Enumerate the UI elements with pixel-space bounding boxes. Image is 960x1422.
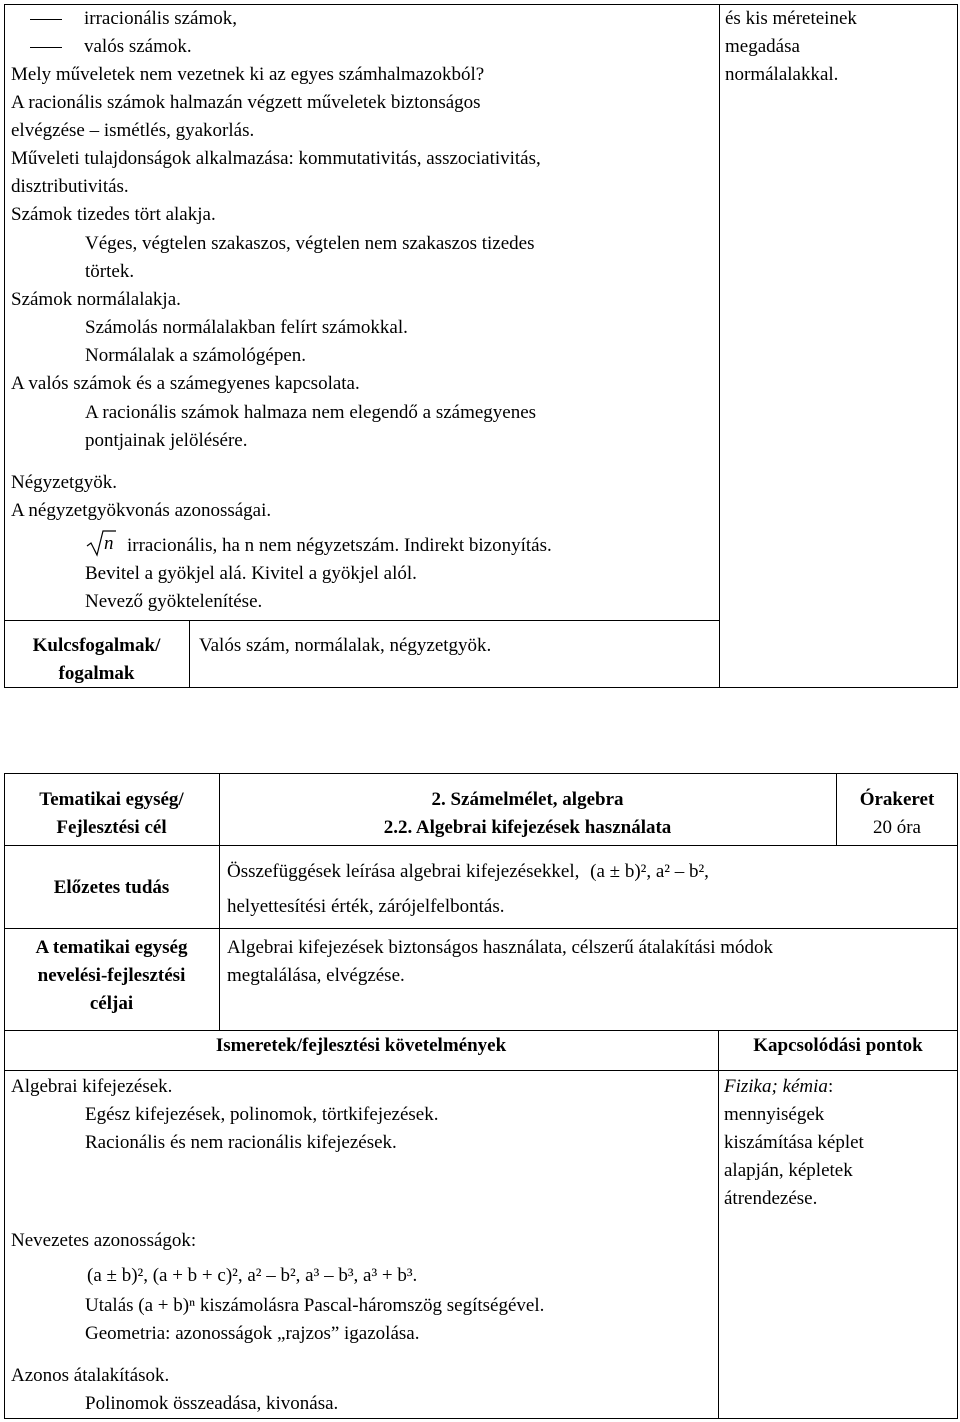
req-line: Racionális és nem racionális kifejezések.	[85, 1132, 397, 1153]
links-line: kiszámítása képlet	[724, 1132, 864, 1153]
requirements-header: Ismeretek/fejlesztési követelmények	[215, 1035, 507, 1056]
goals-text: megtalálása, elvégzése.	[227, 965, 405, 986]
text-line: Műveleti tulajdonságok alkalmazása: kommutativitás, asszociativitás,	[11, 148, 541, 169]
right-col-line: és kis méreteinek	[725, 8, 857, 29]
req-line: Nevezetes azonosságok:	[11, 1230, 197, 1251]
row-divider	[4, 1030, 958, 1031]
identity-formulas: (a ± b)², (a + b + c)², a² – b², a³ – b³, a³ + b³.	[87, 1265, 418, 1286]
hours-label: Órakeret	[859, 789, 935, 810]
goals-label: A tematikai egység nevelési-fejlesztési céljai	[35, 937, 188, 1014]
text-line: Számolás normálalakban felírt számokkal.	[85, 317, 408, 338]
req-line: Egész kifejezések, polinomok, törtkifejezések.	[85, 1104, 439, 1125]
list-item: irracionális számok,	[30, 5, 237, 33]
text-line: A racionális számok halmaza nem elegendő a számegyenes	[85, 402, 537, 423]
links-header: Kapcsolódási pontok	[753, 1035, 923, 1056]
column-divider	[718, 1030, 719, 1419]
links-line: alapján, képletek	[724, 1160, 853, 1181]
links-line: átrendezése.	[724, 1188, 818, 1209]
sqrt-variable: n	[104, 533, 114, 554]
text-line: A négyzetgyökvonás azonosságai.	[11, 500, 272, 521]
row-divider	[4, 928, 958, 929]
text-line: elvégzése – ismétlés, gyakorlás.	[11, 120, 255, 141]
prior-knowledge-text: Összefüggések leírása algebrai kifejezésekkel, (a ± b)², a² – b²,	[227, 861, 709, 882]
list-item: valós számok.	[30, 33, 192, 61]
key-concepts-value: Valós szám, normálalak, négyzetgyök.	[199, 635, 492, 656]
req-line: Polinomok összeadása, kivonása.	[85, 1393, 339, 1414]
req-line: Algebrai kifejezések.	[11, 1076, 173, 1097]
text-line: törtek.	[85, 261, 135, 282]
unit-label: Tematikai egység/ Fejlesztési cél	[39, 789, 184, 838]
text-line: Mely műveletek nem vezetnek ki az egyes számhalmazokból?	[11, 64, 485, 85]
hours-cell	[836, 786, 958, 842]
text-line: Négyzetgyök.	[11, 472, 118, 493]
text-line: A racionális számok halmazán végzett műveletek biztonságos	[11, 92, 481, 113]
text-line: disztributivitás.	[11, 176, 129, 197]
prior-knowledge-label: Előzetes tudás	[53, 877, 170, 898]
right-col-line: normálalakkal.	[725, 64, 839, 85]
text-line: Számok normálalakja.	[11, 289, 181, 310]
text-line: Bevitel a gyökjel alá. Kivitel a gyökjel alól.	[85, 563, 417, 584]
right-col-line: megadása	[725, 36, 800, 57]
key-divider	[189, 620, 190, 688]
req-line: Utalás (a + b)ⁿ kiszámolásra Pascal-háromszög segítségével.	[85, 1295, 545, 1316]
row-divider	[4, 1070, 958, 1071]
req-line: Azonos átalakítások.	[11, 1365, 170, 1386]
unit-title: 2. Számelmélet, algebra 2.2. Algebrai kifejezések használata	[383, 789, 672, 838]
req-line: Geometria: azonosságok „rajzos” igazolása.	[85, 1323, 420, 1344]
text-line: Normálalak a számológépen.	[85, 345, 307, 366]
goals-text: Algebrai kifejezések biztonságos használata, célszerű átalakítási módok	[227, 937, 774, 958]
row-divider	[4, 620, 719, 621]
prior-knowledge-text: helyettesítési érték, zárójelfelbontás.	[227, 896, 505, 917]
text-line: pontjainak jelölésére.	[85, 430, 248, 451]
row-divider	[4, 845, 958, 846]
hours-value: 20 óra	[872, 817, 921, 838]
text-line: A valós számok és a számegyenes kapcsolata.	[11, 373, 360, 394]
key-concepts-label: Kulcsfogalmak/ fogalmak	[32, 635, 161, 684]
text-line: Számok tizedes tört alakja.	[11, 204, 216, 225]
text-line: irracionális, ha n nem négyzetszám. Indirekt bizonyítás.	[127, 535, 552, 556]
text-line: Nevező gyöktelenítése.	[85, 591, 263, 612]
column-divider	[719, 4, 720, 688]
prior-formula: (a ± b)², a² – b²,	[590, 861, 709, 882]
links-subject: Fizika; kémia:	[724, 1076, 834, 1097]
links-line: mennyiségek	[724, 1104, 825, 1125]
text-line: Véges, végtelen szakaszos, végtelen nem szakaszos tizedes	[85, 233, 535, 254]
